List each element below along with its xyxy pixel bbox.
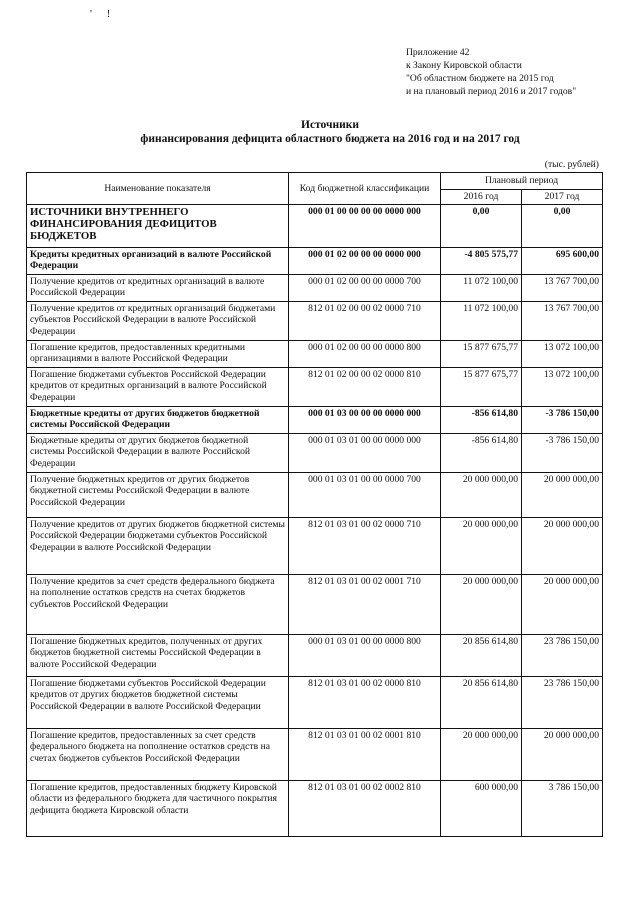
table-row — [27, 340, 603, 367]
row-2017: 13 767 700,00 — [522, 301, 603, 340]
row-code: 812 01 03 01 00 02 0001 710 — [289, 574, 441, 634]
row-2016: 20 000 000,00 — [441, 728, 522, 780]
table-row — [27, 517, 603, 574]
row-2017: 0,00 — [522, 204, 603, 247]
row-code: 812 01 03 01 00 02 0002 810 — [289, 780, 441, 836]
table-row — [27, 247, 603, 274]
row-2017: -3 786 150,00 — [522, 433, 603, 472]
appendix-note — [406, 46, 576, 98]
row-2016: -856 614,80 — [441, 406, 522, 433]
row-name: Погашение бюджетных кредитов, полученных от других бюджетов бюджетной системы Российской Федерации в валюте Российской Федерации — [27, 634, 289, 676]
row-2016: 20 000 000,00 — [441, 472, 522, 517]
table-row — [27, 406, 603, 433]
table-row — [27, 301, 603, 340]
table-header-row — [27, 173, 603, 190]
row-2017: 20 000 000,00 — [522, 517, 603, 574]
row-name: Получение бюджетных кредитов от других бюджетов бюджетной системы Российской Федерации в валюте Российской Федерации — [27, 472, 289, 517]
row-name: Бюджетные кредиты от других бюджетов бюджетной системы Российской Федерации в валюте Российской Федерации — [27, 433, 289, 472]
row-name: Погашение кредитов, предоставленных за счет средств федерального бюджета на пополнение остатков средств на счетах бюджетов субъектов Российской Федерации — [27, 728, 289, 780]
header-period: Плановый период — [441, 173, 603, 190]
header-name: Наименование показателя — [27, 173, 289, 205]
row-name: Погашение кредитов, предоставленных бюджету Кировской области из федерального бюджета для частичного покрытия дефицита бюджета Кировской области — [27, 780, 289, 836]
table-row — [27, 728, 603, 780]
row-name: ИСТОЧНИКИ ВНУТРЕННЕГО ФИНАНСИРОВАНИЯ ДЕФИЦИТОВ БЮДЖЕТОВ — [27, 204, 289, 247]
table-row — [27, 634, 603, 676]
row-name: Погашение бюджетами субъектов Российской Федерации кредитов от других бюджетов бюджетной системы Российской Федерации в валюте Российской Федерации — [27, 676, 289, 728]
table-row — [27, 274, 603, 301]
appendix-line: Приложение 42 — [406, 47, 470, 58]
row-code: 000 01 03 01 00 00 0000 800 — [289, 634, 441, 676]
row-name: Погашение бюджетами субъектов Российской Федерации кредитов от кредитных организаций в валюте Российской Федерации — [27, 367, 289, 406]
row-code: 000 01 03 01 00 00 0000 000 — [289, 433, 441, 472]
row-code: 000 01 03 00 00 00 0000 000 — [289, 406, 441, 433]
table-row — [27, 472, 603, 517]
row-code: 812 01 03 01 00 02 0000 710 — [289, 517, 441, 574]
row-code: 812 01 02 00 00 02 0000 710 — [289, 301, 441, 340]
scan-marks: ' ! — [90, 8, 117, 20]
row-code: 812 01 03 01 00 02 0000 810 — [289, 676, 441, 728]
row-2016: 11 072 100,00 — [441, 301, 522, 340]
row-2016: 11 072 100,00 — [441, 274, 522, 301]
row-code: 000 01 02 00 00 00 0000 000 — [289, 247, 441, 274]
row-2017: 23 786 150,00 — [522, 634, 603, 676]
row-2016: 20 856 614,80 — [441, 676, 522, 728]
table-row — [27, 204, 603, 247]
appendix-line: к Закону Кировской области — [406, 60, 522, 71]
header-year-2016: 2016 год — [441, 190, 522, 205]
row-2017: 13 767 700,00 — [522, 274, 603, 301]
row-2016: 600 000,00 — [441, 780, 522, 836]
row-name: Получение кредитов от кредитных организаций в валюте Российской Федерации — [27, 274, 289, 301]
row-code: 000 01 02 00 00 00 0000 700 — [289, 274, 441, 301]
row-code: 812 01 02 00 00 02 0000 810 — [289, 367, 441, 406]
row-code: 000 01 02 00 00 00 0000 800 — [289, 340, 441, 367]
row-name: Получение кредитов от других бюджетов бюджетной системы Российской Федерации бюджетами субъектов Российской Федерации в валюте Российской Федерации — [27, 517, 289, 574]
header-code: Код бюджетной классификации — [289, 173, 441, 205]
row-2016: 20 000 000,00 — [441, 517, 522, 574]
row-2017: 695 600,00 — [522, 247, 603, 274]
row-2016: -4 805 575,77 — [441, 247, 522, 274]
row-2017: 20 000 000,00 — [522, 728, 603, 780]
header-year-2017: 2017 год — [522, 190, 603, 205]
document-title: Источники — [301, 119, 359, 131]
financing-sources-table — [26, 172, 603, 837]
table-row — [27, 780, 603, 836]
row-2017: 13 072 100,00 — [522, 340, 603, 367]
row-2017: -3 786 150,00 — [522, 406, 603, 433]
units-label: (тыс. рублей) — [544, 159, 599, 170]
row-code: 000 01 00 00 00 00 0000 000 — [289, 204, 441, 247]
row-name: Погашение кредитов, предоставленных кредитными организациями в валюте Российской Федерации — [27, 340, 289, 367]
row-2017: 20 000 000,00 — [522, 574, 603, 634]
appendix-line: и на плановый период 2016 и 2017 годов" — [406, 86, 577, 97]
row-name: Получение кредитов от кредитных организаций бюджетами субъектов Российской Федерации в валюте Российской Федерации — [27, 301, 289, 340]
appendix-line: "Об областном бюджете на 2015 год — [406, 73, 554, 84]
document-subtitle: финансирования дефицита областного бюджета на 2016 год и на 2017 год — [140, 133, 520, 145]
row-2016: 15 877 675,77 — [441, 340, 522, 367]
row-2017: 20 000 000,00 — [522, 472, 603, 517]
table-row — [27, 676, 603, 728]
table-row — [27, 367, 603, 406]
row-name: Получение кредитов за счет средств федерального бюджета на пополнение остатков средств на счетах бюджетов субъектов Российской Федерации — [27, 574, 289, 634]
table-row — [27, 433, 603, 472]
row-2017: 23 786 150,00 — [522, 676, 603, 728]
row-2016: 0,00 — [441, 204, 522, 247]
table-row — [27, 574, 603, 634]
row-code: 812 01 03 01 00 02 0001 810 — [289, 728, 441, 780]
row-2017: 3 786 150,00 — [522, 780, 603, 836]
row-2016: 20 856 614,80 — [441, 634, 522, 676]
row-2016: 20 000 000,00 — [441, 574, 522, 634]
row-2016: -856 614,80 — [441, 433, 522, 472]
row-2016: 15 877 675,77 — [441, 367, 522, 406]
row-2017: 13 072 100,00 — [522, 367, 603, 406]
row-name: Кредиты кредитных организаций в валюте Российской Федерации — [27, 247, 289, 274]
row-name: Бюджетные кредиты от других бюджетов бюджетной системы Российской Федерации — [27, 406, 289, 433]
row-code: 000 01 03 01 00 00 0000 700 — [289, 472, 441, 517]
